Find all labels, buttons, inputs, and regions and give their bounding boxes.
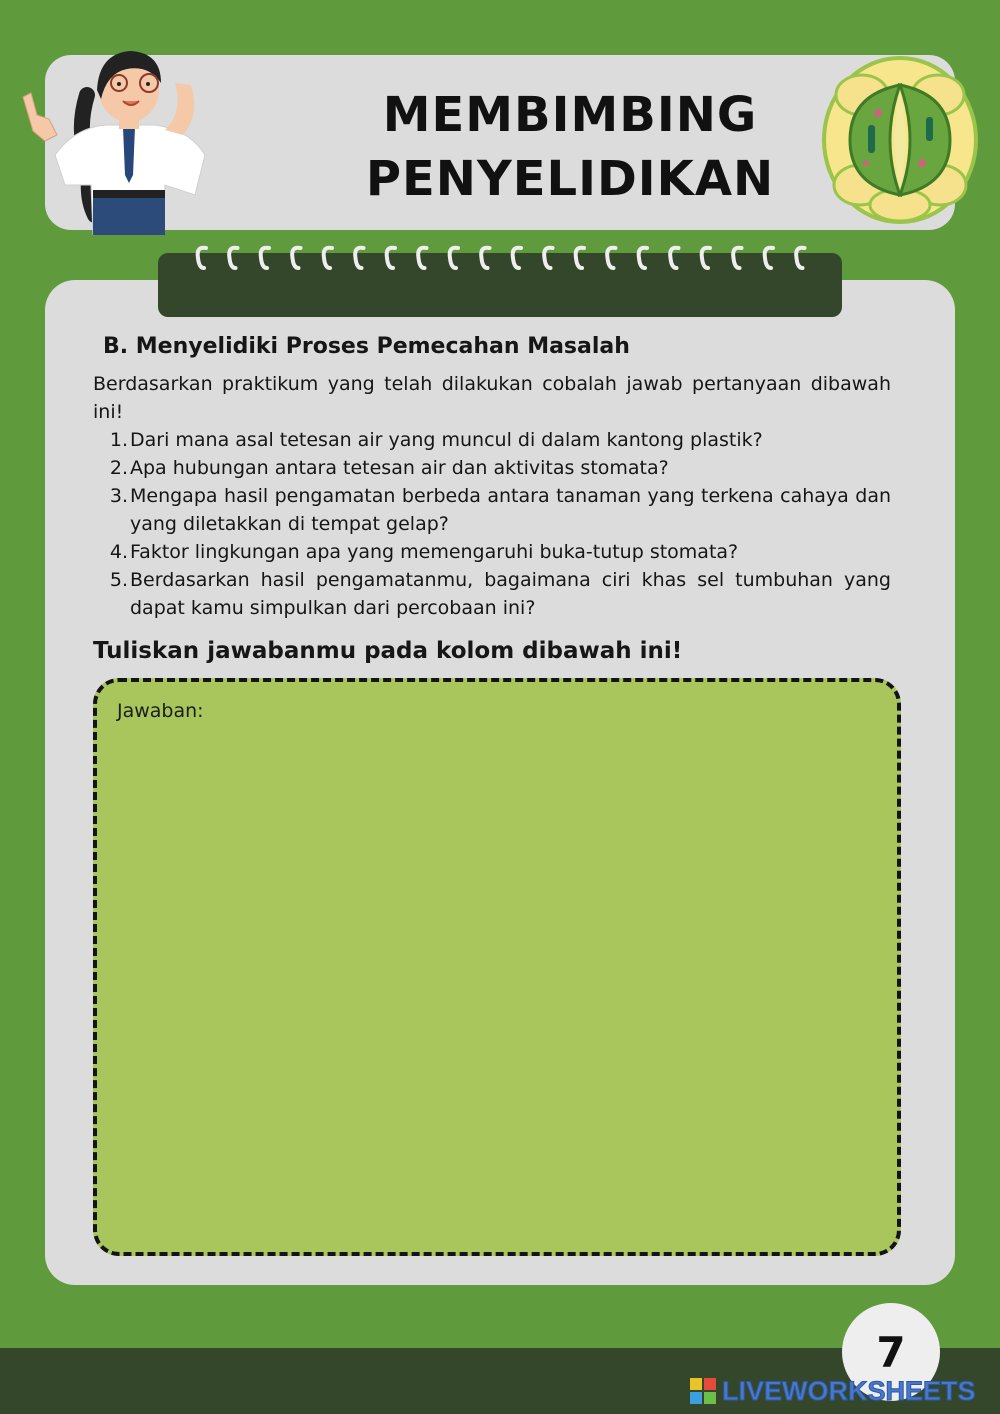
binder-ring: [639, 248, 647, 268]
binder-ring: [576, 248, 584, 268]
title-line-2: PENYELIDIKAN: [365, 151, 775, 207]
binder-ring: [607, 248, 615, 268]
binder-ring: [355, 248, 363, 268]
binder-ring: [292, 248, 300, 268]
liveworksheets-logo: [690, 1375, 990, 1407]
question-number: 2.: [109, 457, 128, 479]
binder-ring: [261, 248, 269, 268]
question-list: [93, 426, 891, 622]
page-title: [305, 83, 835, 211]
binder-ring: [733, 248, 741, 268]
question-item: [93, 538, 891, 566]
binder-ring: [481, 248, 489, 268]
binder-ring: [765, 248, 773, 268]
binder-ring: [418, 248, 426, 268]
stomata-illustration: [820, 55, 980, 225]
question-number: 3.: [109, 485, 128, 507]
binder-ring: [544, 248, 552, 268]
question-item: [93, 454, 891, 482]
binder-ring: [198, 248, 206, 268]
question-item: [93, 482, 891, 538]
binder-ring: [702, 248, 710, 268]
answer-instruction: Tuliskan jawabanmu pada kolom dibawah ini!: [93, 638, 683, 664]
content-area: [93, 330, 891, 668]
answer-box[interactable]: [93, 678, 901, 1256]
liveworksheets-icon: [690, 1378, 716, 1404]
answer-label: Jawaban:: [117, 700, 204, 722]
watermark-text: LIVEWORKSHEETS: [722, 1375, 976, 1406]
question-text: Apa hubungan antara tetesan air dan aktivitas stomata?: [130, 457, 669, 479]
binder-ring: [324, 248, 332, 268]
question-item: [93, 566, 891, 622]
question-text: Faktor lingkungan apa yang memengaruhi buka-tutup stomata?: [130, 541, 739, 563]
section-heading: B. Menyelidiki Proses Pemecahan Masalah: [103, 334, 630, 359]
intro-text: Berdasarkan praktikum yang telah dilakukan cobalah jawab pertanyaan dibawah ini!: [93, 373, 891, 423]
question-text: Berdasarkan hasil pengamatanmu, bagaimana ciri khas sel tumbuhan yang dapat kamu simpulkan dari percobaan ini?: [130, 569, 891, 619]
question-number: 1.: [109, 429, 128, 451]
binder-ring: [513, 248, 521, 268]
question-text: Mengapa hasil pengamatan berbeda antara tanaman yang terkena cahaya dan yang diletakkan di tempat gelap?: [130, 485, 891, 535]
binder-ring: [796, 248, 804, 268]
binder-ring: [450, 248, 458, 268]
question-number: 4.: [109, 541, 128, 563]
binder-ring: [229, 248, 237, 268]
question-item: [93, 426, 891, 454]
question-number: 5.: [109, 569, 128, 591]
question-text: Dari mana asal tetesan air yang muncul di dalam kantong plastik?: [130, 429, 763, 451]
binder-ring: [670, 248, 678, 268]
page-number: 7: [842, 1303, 940, 1401]
student-illustration: [15, 35, 240, 235]
binder-rings: [180, 238, 820, 278]
binder-ring: [387, 248, 395, 268]
title-line-1: MEMBIMBING: [382, 87, 758, 143]
